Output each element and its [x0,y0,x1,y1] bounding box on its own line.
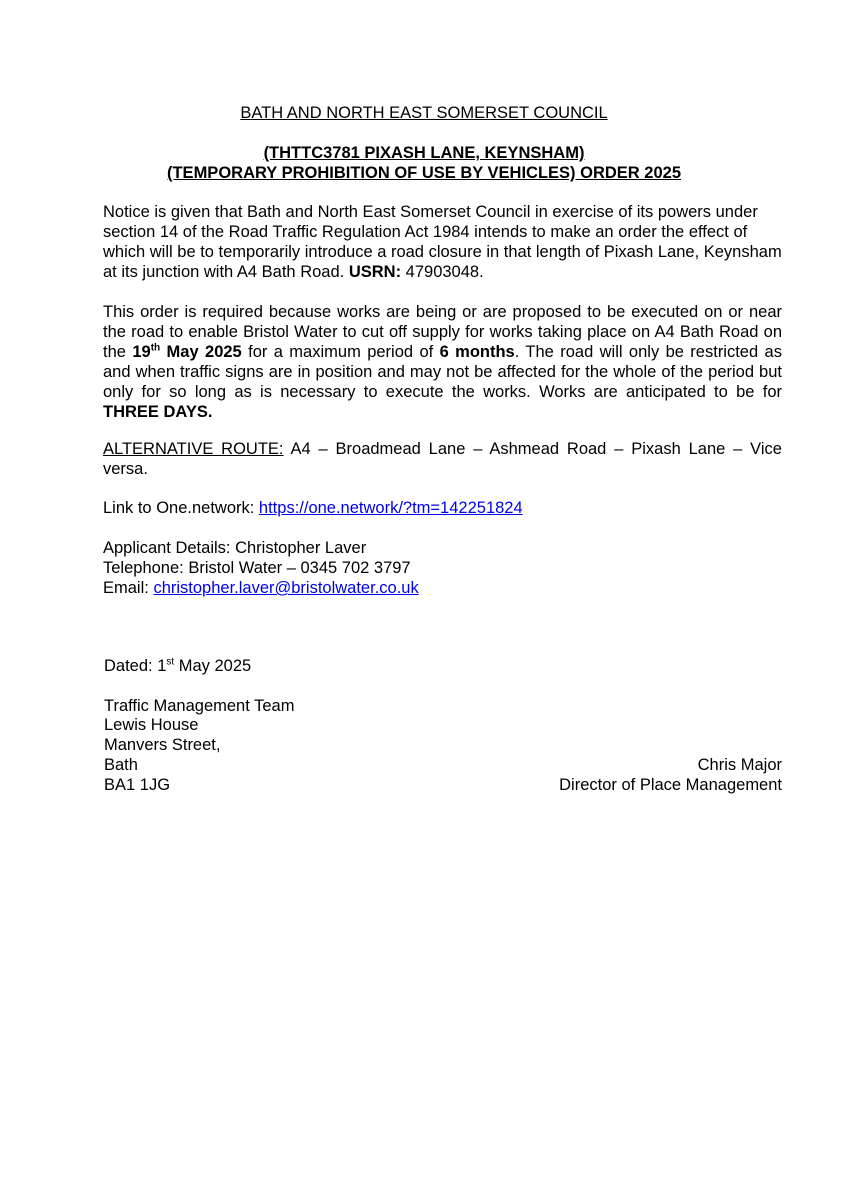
reason-paragraph [103,302,782,422]
order-title-line1: (THTTC3781 PIXASH LANE, KEYNSHAM) [263,144,585,162]
reason-text-1: This order is required because works are being or are proposed to be executed on or near the road to enable Bristol Water to cut off supply for works taking place on A4 Bath Road on the [103,303,782,361]
address-line-4: Bath [104,756,138,774]
address-line-2: Lewis House [104,716,199,734]
alternative-route-text: A4 – Broadmead Lane – Ashmead Road – Pixash Lane – Vice versa. [103,440,782,478]
alternative-route-label: ALTERNATIVE ROUTE: [103,440,284,458]
one-network-label: Link to One.network: [103,499,255,517]
email-label: Email: [103,579,149,597]
one-network-link[interactable]: https://one.network/?tm=142251824 [258,499,523,517]
signatory-title: Director of Place Management [559,776,782,794]
notice-paragraph [103,202,782,282]
signatory-name: Chris Major [697,756,782,774]
notice-text: Notice is given that Bath and North East Somerset Council in exercise of its powers under section 14 of the Road Traffic Regulation Act 1984 intends to make an order the effect of which will be to temporarily introduce a road closure in that length of Pixash Lane, Keynsham at its junction with A4 Bath Road. [103,203,782,281]
applicant-details: Applicant Details: Christopher Laver [103,539,367,557]
council-heading: BATH AND NORTH EAST SOMERSET COUNCIL [240,104,608,122]
applicant-email-line [103,578,419,598]
order-title-line2: (TEMPORARY PROHIBITION OF USE BY VEHICLES) ORDER 2025 [166,164,682,182]
address-line-3: Manvers Street, [104,736,221,754]
works-duration: THREE DAYS. [103,403,213,421]
reason-text-3: . The road will only be restricted as and when traffic signs are in position and may not be affected for the whole of the period but only for so long as is necessary to execute the works. Works are anticipated to be for [103,343,782,401]
works-date: 19th May 2025 [132,342,242,361]
one-network-link-line [103,498,523,518]
address-line-5: BA1 1JG [104,776,171,794]
usrn-value: 47903048. [405,263,484,281]
applicant-telephone: Telephone: Bristol Water – 0345 702 3797 [103,559,411,577]
dated-line: Dated: 1st May 2025 [104,656,252,675]
alternative-route [103,439,782,479]
applicant-email-link[interactable]: christopher.laver@bristolwater.co.uk [153,579,419,597]
max-period: 6 months [439,343,515,361]
usrn-label: USRN: [348,263,402,281]
reason-text-2: for a maximum period of [248,343,434,361]
address-line-1: Traffic Management Team [104,697,295,715]
